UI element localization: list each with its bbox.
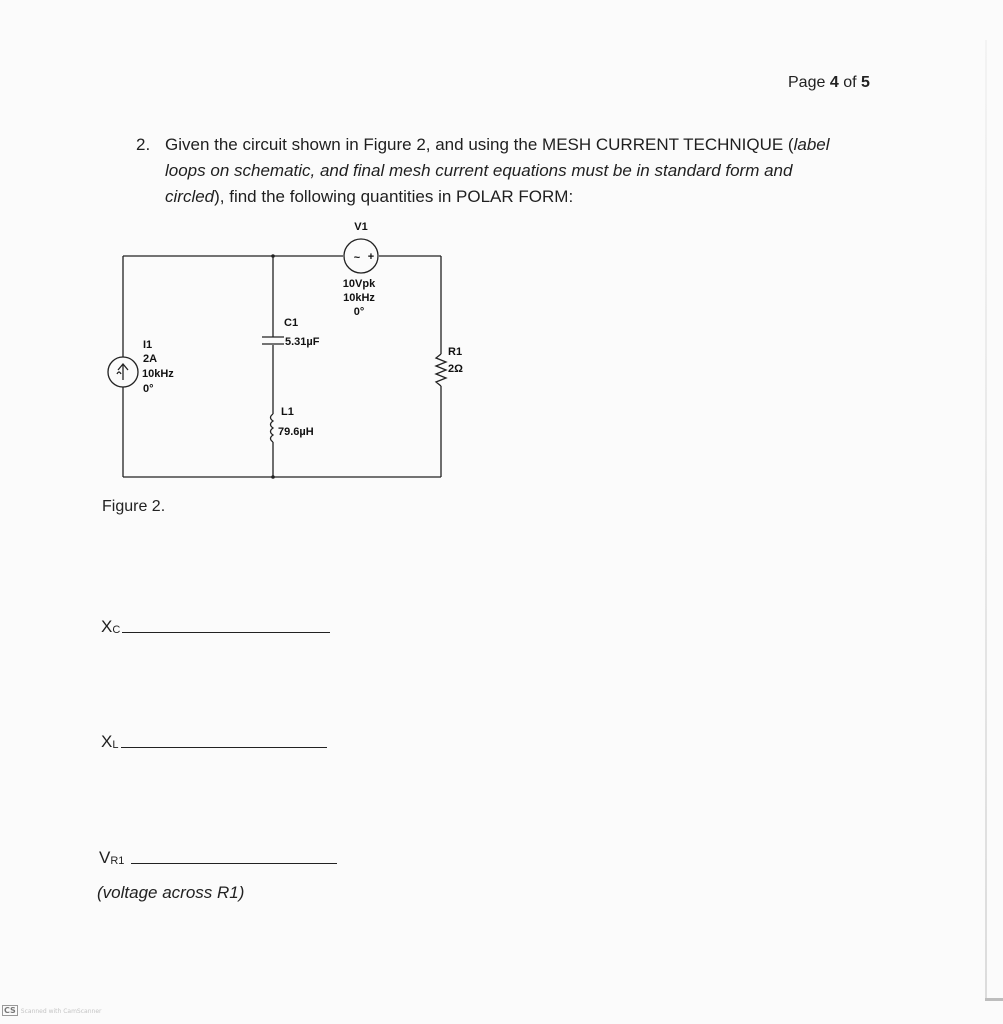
v1-phase: 0° [353,306,365,318]
c1-value: 5.31µF [285,336,320,348]
answer-vr1-note: (voltage across R1) [97,883,245,902]
i1-phase: 0° [143,383,154,395]
r1-value: 2Ω [448,363,463,375]
i1-current: 2A [143,353,158,365]
answer-xc-symbol: X [101,617,113,636]
answer-xc-line[interactable] [122,632,330,633]
answer-vr1-line[interactable] [131,863,337,864]
l1-value: 79.6µH [278,426,314,438]
l1-name: L1 [281,406,294,418]
junction-top [271,254,275,258]
answer-vr1 [99,848,124,868]
scanner-text: Scanned with CamScanner [20,1008,102,1015]
page-total: 5 [860,74,870,91]
i1-frequency: 10kHz [142,368,174,380]
current-source-tilde [117,372,121,374]
v1-name: V1 [354,221,368,233]
answer-xc-subscript: C [112,624,121,636]
question-text-part-1: Given the circuit shown in Figure 2, and using the MESH CURRENT TECHNIQUE ( [165,135,794,154]
v1-symbol: ~ [353,252,361,264]
v1-frequency: 10kHz [343,292,375,304]
scanner-logo: CS [4,1006,16,1015]
question-text-italic: label loops on schematic, and final mesh current equations must be in standard form and circled [165,135,830,206]
answer-xc [101,617,120,637]
answer-xl-subscript: L [112,739,119,751]
r1-name: R1 [448,346,463,358]
resistor-zigzag [436,354,446,386]
page-prefix: Page [788,74,826,91]
figure-caption: Figure 2. [102,498,166,515]
page-separator: of [843,74,857,91]
junction-bottom [271,475,275,479]
question-text-part-2: ), find the following quantities in POLAR FORM: [214,187,574,206]
page-current: 4 [829,74,839,91]
question-number: 2. [136,135,151,154]
v1-plus: + [367,251,375,263]
v1-amplitude: 10Vpk [342,278,376,290]
answer-vr1-subscript: R1 [110,855,125,867]
answer-vr1-symbol: V [99,848,111,867]
c1-name: C1 [284,317,299,329]
answer-xl-symbol: X [101,732,113,751]
i1-name: I1 [143,339,153,351]
answer-xl-line[interactable] [121,747,327,748]
inductor-coil [271,414,274,442]
scanner-watermark [2,1005,101,1016]
answer-xl [101,732,118,752]
